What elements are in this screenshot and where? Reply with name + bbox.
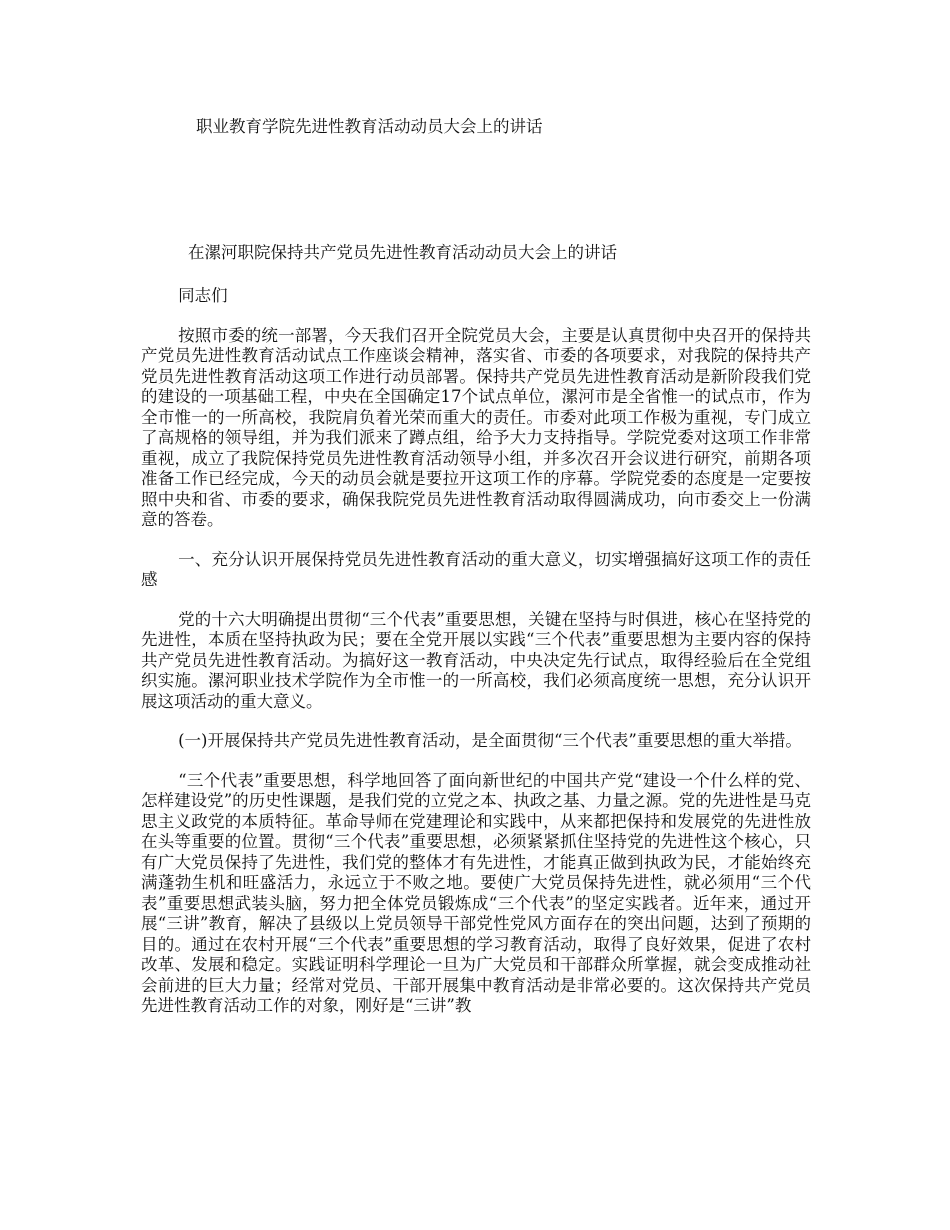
paragraph-intro: 按照市委的统一部署，今天我们召开全院党员大会，主要是认真贯彻中央召开的保持共产党员先进性教育活动试点工作座谈会精神，落实省、市委的各项要求，对我院的保持共产党员先进性教育活动这项工作进行动员部署。保持共产党员先进性教育活动是新阶段我们党的建设的一项基础工程，中央在全国确定17个试点单位，漯河市是全省惟一的试点市，作为全市惟一的一所高校，我院肩负着光荣而重大的责任。市委对此项工作极为重视，专门成立了高规格的领导组，并为我们派来了蹲点组，给予大力支持指导。学院党委对这项工作非常重视，成立了我院保持党员先进性教育活动领导小组，并多次召开会议进行研究，前期各项准备工作已经完成，今天的动员会就是要拉开这项工作的序幕。学院党委的态度是一定要按照中央和省、市委的要求，确保我院党员先进性教育活动取得圆满成功，向市委交上一份满意的答卷。 — [141, 325, 811, 529]
subsection-heading-1: (一)开展保持共产党员先进性教育活动，是全面贯彻“三个代表”重要思想的重大举措。 — [178, 731, 802, 750]
paragraph-subsection-1: “三个代表”重要思想，科学地回答了面向新世纪的中国共产党“建设一个什么样的党、怎样建设党”的历史性课题，是我们党的立党之本、执政之基、力量之源。党的先进性是马克思主义政党的本质特征。革命导师在党建理论和实践中，从来都把保持和发展党的先进性放在头等重要的位置。贯彻“三个代表”重要思想，必须紧紧抓住坚持党的先进性这个核心，只有广大党员保持了先进性，我们党的整体才有先进性，才能真正做到执政为民，才能始终充满蓬勃生机和旺盛活力，永远立于不败之地。要使广大党员保持先进性，就必须用“三个代表”重要思想武装头脑，努力把全体党员锻炼成“三个代表”的坚定实践者。近年来，通过开展“三讲”教育，解决了县级以上党员领导干部党性党风方面存在的突出问题，达到了预期的目的。通过在农村开展“三个代表”重要思想的学习教育活动，取得了良好效果，促进了农村改革、发展和稳定。实践证明科学理论一旦为广大党员和干部群众所掌握，就会变成推动社会前进的巨大力量；经常对党员、干部开展集中教育活动是非常必要的。这次保持共产党员先进性教育活动工作的对象，刚好是“三讲”教 — [141, 770, 811, 1015]
document-title: 职业教育学院先进性教育活动动员大会上的讲话 — [196, 117, 543, 136]
section-heading-1: 一、充分认识开展保持党员先进性教育活动的重大意义，切实增强搞好这项工作的责任感 — [141, 549, 811, 589]
speech-title: 在漯河职院保持共产党员先进性教育活动动员大会上的讲话 — [188, 243, 617, 262]
greeting: 同志们 — [178, 286, 228, 305]
document-body — [141, 286, 811, 1036]
paragraph-section-1: 党的十六大明确提出贯彻“三个代表”重要思想，关键在坚持与时俱进，核心在坚持党的先进性，本质在坚持执政为民；要在全党开展以实践“三个代表”重要思想为主要内容的保持共产党员先进性教育活动。为搞好这一教育活动，中央决定先行试点，取得经验后在全党组织实施。漯河职业技术学院作为全市惟一的一所高校，我们必须高度统一思想，充分认识开展这项活动的重大意义。 — [141, 609, 811, 711]
